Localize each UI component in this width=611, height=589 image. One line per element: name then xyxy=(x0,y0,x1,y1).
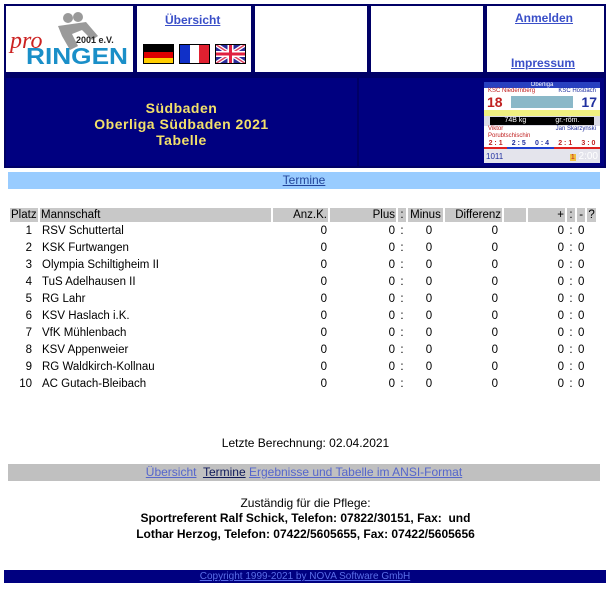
overview-cell xyxy=(137,6,251,72)
col-wminus: - xyxy=(577,208,585,222)
team-cell: VfK Mühlenbach xyxy=(42,327,127,339)
col-plus: Plus xyxy=(330,208,396,222)
wplus-cell: 0 xyxy=(557,344,564,356)
blank-cell xyxy=(504,241,526,256)
col-blank xyxy=(504,208,526,222)
scoreboard-bout: 1011 xyxy=(486,151,504,161)
pro-ringen-logo[interactable] xyxy=(6,6,133,72)
minus-cell: 0 xyxy=(425,225,433,237)
team-cell: RG Lahr xyxy=(42,293,86,305)
col-wplus: + xyxy=(528,208,565,222)
col-bouts: Anz.K. xyxy=(273,208,328,222)
plus-cell: 0 xyxy=(388,242,395,254)
team-cell: TuS Adelhausen II xyxy=(42,276,136,288)
sep-cell: : xyxy=(569,310,573,322)
wplus-cell: 0 xyxy=(557,259,564,271)
scoreboard-away: KSC Hösbach xyxy=(558,88,596,94)
diff-cell: 0 xyxy=(491,378,498,390)
wminus-cell: 0 xyxy=(578,378,585,390)
logo-cell xyxy=(6,6,133,72)
team-cell: Olympia Schiltigheim II xyxy=(42,259,159,271)
wplus-cell: 0 xyxy=(557,327,564,339)
sep-cell: : xyxy=(569,259,573,271)
logo-year: 2001 e.V. xyxy=(76,35,114,45)
blank-cell xyxy=(504,377,526,392)
french-flag-icon[interactable] xyxy=(179,44,210,64)
wminus-cell: 0 xyxy=(578,361,585,373)
blank-cell xyxy=(504,360,526,375)
table-row xyxy=(10,241,596,256)
scoreboard-style: gr.-röm. xyxy=(555,117,580,124)
minus-cell: 0 xyxy=(425,378,433,390)
sep-cell: : xyxy=(400,293,404,305)
blank-cell xyxy=(587,241,595,256)
rank-cell: 9 xyxy=(25,361,32,373)
blank-cell xyxy=(504,258,526,273)
wplus-cell: 0 xyxy=(557,276,564,288)
scoreboard-round: 1 xyxy=(570,153,575,161)
maintainer-info xyxy=(0,496,611,542)
scoreboard-period: 0 : 4 xyxy=(530,140,553,149)
table-header-row xyxy=(10,208,596,222)
table-row xyxy=(10,343,596,358)
standings-table xyxy=(8,206,598,394)
termine-link[interactable]: Termine xyxy=(202,465,246,479)
col-rank: Platz xyxy=(11,209,37,221)
sep-cell: : xyxy=(400,378,404,390)
logo-ringen: RINGEN xyxy=(26,43,128,69)
rank-cell: 8 xyxy=(25,344,32,356)
wminus-cell: 0 xyxy=(578,259,585,271)
empty-cell xyxy=(371,6,483,72)
plus-cell: 0 xyxy=(388,378,395,390)
maintainer-line-2: Lothar Herzog, Telefon: 07422/5605655, Fax: 07422/5605656 xyxy=(136,527,475,541)
sep-cell: : xyxy=(400,276,404,288)
minus-cell: 0 xyxy=(425,327,433,339)
sep-cell: : xyxy=(569,242,573,254)
wminus-cell: 0 xyxy=(578,293,585,305)
rank-cell: 4 xyxy=(25,276,32,288)
termine-link[interactable]: Termine xyxy=(282,173,326,187)
col-diff: Differenz xyxy=(445,208,502,222)
sep-cell: : xyxy=(569,293,573,305)
rank-cell: 2 xyxy=(25,242,32,254)
overview-link[interactable]: Übersicht xyxy=(165,13,221,27)
scoreboard-away-score: 17 xyxy=(581,94,597,110)
team-cell: KSV Appenweier xyxy=(42,344,129,356)
team-cell: RSV Schuttertal xyxy=(42,225,124,237)
minus-cell: 0 xyxy=(425,361,433,373)
table-row xyxy=(10,360,596,375)
team-cell: KSV Haslach i.K. xyxy=(42,310,130,322)
empty-cell xyxy=(255,6,367,72)
blank-cell xyxy=(587,258,595,273)
blank-cell xyxy=(504,224,526,239)
minus-cell: 0 xyxy=(425,310,433,322)
wminus-cell: 0 xyxy=(578,276,585,288)
wplus-cell: 0 xyxy=(557,242,564,254)
team-cell: AC Gutach-Bleibach xyxy=(42,378,147,390)
sep-cell: : xyxy=(569,344,573,356)
rank-cell: 1 xyxy=(25,225,32,237)
minus-cell: 0 xyxy=(425,259,433,271)
scoreboard-area xyxy=(359,78,604,166)
bouts-cell: 0 xyxy=(320,344,327,356)
blank-cell xyxy=(587,343,595,358)
blank-cell xyxy=(587,275,595,290)
sep-cell: : xyxy=(569,327,573,339)
sep-cell: : xyxy=(400,259,404,271)
sep-cell: : xyxy=(569,276,573,288)
blank-cell xyxy=(504,326,526,341)
scoreboard-period: 2 : 1 xyxy=(484,140,507,149)
table-row xyxy=(10,309,596,324)
plus-cell: 0 xyxy=(388,225,395,237)
bouts-cell: 0 xyxy=(320,310,327,322)
sep-cell: : xyxy=(569,378,573,390)
diff-cell: 0 xyxy=(491,276,498,288)
sep-cell: : xyxy=(569,361,573,373)
rank-cell: 3 xyxy=(25,259,32,271)
blank-cell xyxy=(504,309,526,324)
table-row xyxy=(10,224,596,239)
plus-cell: 0 xyxy=(388,344,395,356)
minus-cell: 0 xyxy=(425,242,433,254)
plus-cell: 0 xyxy=(388,259,395,271)
title-league: Oberliga Südbaden 2021 xyxy=(94,116,269,132)
logo-pro: pro xyxy=(10,28,43,54)
wplus-cell: 0 xyxy=(557,361,564,373)
table-row xyxy=(10,377,596,392)
col-minus: Minus xyxy=(408,208,443,222)
plus-cell: 0 xyxy=(388,276,395,288)
german-flag-icon[interactable] xyxy=(143,44,174,64)
sep-cell: : xyxy=(400,242,404,254)
wminus-cell: 0 xyxy=(578,242,585,254)
wminus-cell: 0 xyxy=(578,327,585,339)
col-q: ? xyxy=(588,209,595,221)
minus-cell: 0 xyxy=(425,344,433,356)
blank-cell xyxy=(587,309,595,324)
header-frame xyxy=(4,4,606,168)
plus-cell: 0 xyxy=(388,310,395,322)
wplus-cell: 0 xyxy=(557,378,564,390)
scoreboard-label: Oberliga xyxy=(484,82,600,88)
wminus-cell: 0 xyxy=(578,344,585,356)
table-row xyxy=(10,326,596,341)
diff-cell: 0 xyxy=(491,344,498,356)
scoreboard-period: 3 : 0 xyxy=(577,140,600,149)
diff-cell: 0 xyxy=(491,361,498,373)
bouts-cell: 0 xyxy=(320,225,327,237)
sep-cell: : xyxy=(400,310,404,322)
sep-cell: : xyxy=(400,225,404,237)
scoreboard-home-score: 18 xyxy=(487,94,503,110)
wminus-cell: 0 xyxy=(578,310,585,322)
scoreboard-periods xyxy=(484,140,600,149)
scoreboard-home: KSC Niedernberg xyxy=(488,88,536,94)
bouts-cell: 0 xyxy=(320,259,327,271)
uk-flag-icon[interactable] xyxy=(215,44,246,64)
minus-cell: 0 xyxy=(425,293,433,305)
bottom-nav xyxy=(8,464,600,481)
blank-cell xyxy=(587,326,595,341)
scoreboard-image[interactable] xyxy=(484,82,600,163)
blank-cell xyxy=(587,377,595,392)
wplus-cell: 0 xyxy=(557,310,564,322)
wplus-cell: 0 xyxy=(557,225,564,237)
scoreboard-clock: 2:00 xyxy=(578,150,598,162)
plus-cell: 0 xyxy=(388,361,395,373)
rank-cell: 10 xyxy=(19,378,32,390)
sep-cell: : xyxy=(569,225,573,237)
minus-cell: 0 xyxy=(425,276,433,288)
team-cell: RG Waldkirch-Kollnau xyxy=(42,361,155,373)
diff-cell: 0 xyxy=(491,225,498,237)
diff-cell: 0 xyxy=(491,293,498,305)
diff-cell: 0 xyxy=(491,259,498,271)
sep-cell: : xyxy=(400,344,404,356)
maintainer-line-1: Sportreferent Ralf Schick, Telefon: 07822/30151, Fax: und xyxy=(140,511,471,525)
bouts-cell: 0 xyxy=(320,276,327,288)
rank-cell: 7 xyxy=(25,327,32,339)
sep-cell: : xyxy=(400,327,404,339)
diff-cell: 0 xyxy=(491,242,498,254)
bouts-cell: 0 xyxy=(320,293,327,305)
login-link[interactable]: Anmelden xyxy=(515,11,574,25)
blank-cell xyxy=(587,292,595,307)
col-sep2: : xyxy=(567,208,575,222)
scoreboard-home-wrestler: Viktor Porubtschischin xyxy=(488,126,531,139)
table-row xyxy=(10,275,596,290)
maintainer-label: Zuständig für die Pflege: xyxy=(240,496,371,510)
account-cell xyxy=(487,6,604,72)
wminus-cell: 0 xyxy=(578,225,585,237)
plus-cell: 0 xyxy=(388,293,395,305)
scoreboard-away-wrestler: Jan Skarzynski xyxy=(555,126,596,132)
diff-cell: 0 xyxy=(491,310,498,322)
footer xyxy=(4,570,606,583)
col-sep: : xyxy=(398,208,406,222)
scoreboard-period: 2 : 1 xyxy=(554,140,577,149)
imprint-link[interactable]: Impressum xyxy=(511,56,576,70)
termine-bar xyxy=(8,172,600,189)
rank-cell: 5 xyxy=(25,293,32,305)
overview-link[interactable]: Übersicht xyxy=(145,465,197,479)
blank-cell xyxy=(504,292,526,307)
team-cell: KSK Furtwangen xyxy=(42,242,129,254)
table-row xyxy=(10,258,596,273)
blank-cell xyxy=(587,360,595,375)
ansi-format-link[interactable]: Ergebnisse und Tabelle im ANSI-Format xyxy=(248,465,463,479)
scoreboard-period: 2 : 5 xyxy=(507,140,530,149)
blank-cell xyxy=(587,224,595,239)
bouts-cell: 0 xyxy=(320,378,327,390)
page-title xyxy=(6,78,357,166)
plus-cell: 0 xyxy=(388,327,395,339)
sep-cell: : xyxy=(400,361,404,373)
col-team: Mannschaft xyxy=(40,208,271,222)
wplus-cell: 0 xyxy=(557,293,564,305)
table-row xyxy=(10,292,596,307)
last-calculation: Letzte Berechnung: 02.04.2021 xyxy=(221,436,390,450)
title-region: Südbaden xyxy=(145,100,218,116)
title-table: Tabelle xyxy=(156,132,207,148)
bouts-cell: 0 xyxy=(320,327,327,339)
diff-cell: 0 xyxy=(491,327,498,339)
rank-cell: 6 xyxy=(25,310,32,322)
blank-cell xyxy=(504,343,526,358)
bouts-cell: 0 xyxy=(320,361,327,373)
bouts-cell: 0 xyxy=(320,242,327,254)
scoreboard-weight: 74B kg xyxy=(504,117,527,124)
blank-cell xyxy=(504,275,526,290)
copyright-link[interactable]: Copyright 1999-2021 by NOVA Software GmbH xyxy=(199,571,411,582)
